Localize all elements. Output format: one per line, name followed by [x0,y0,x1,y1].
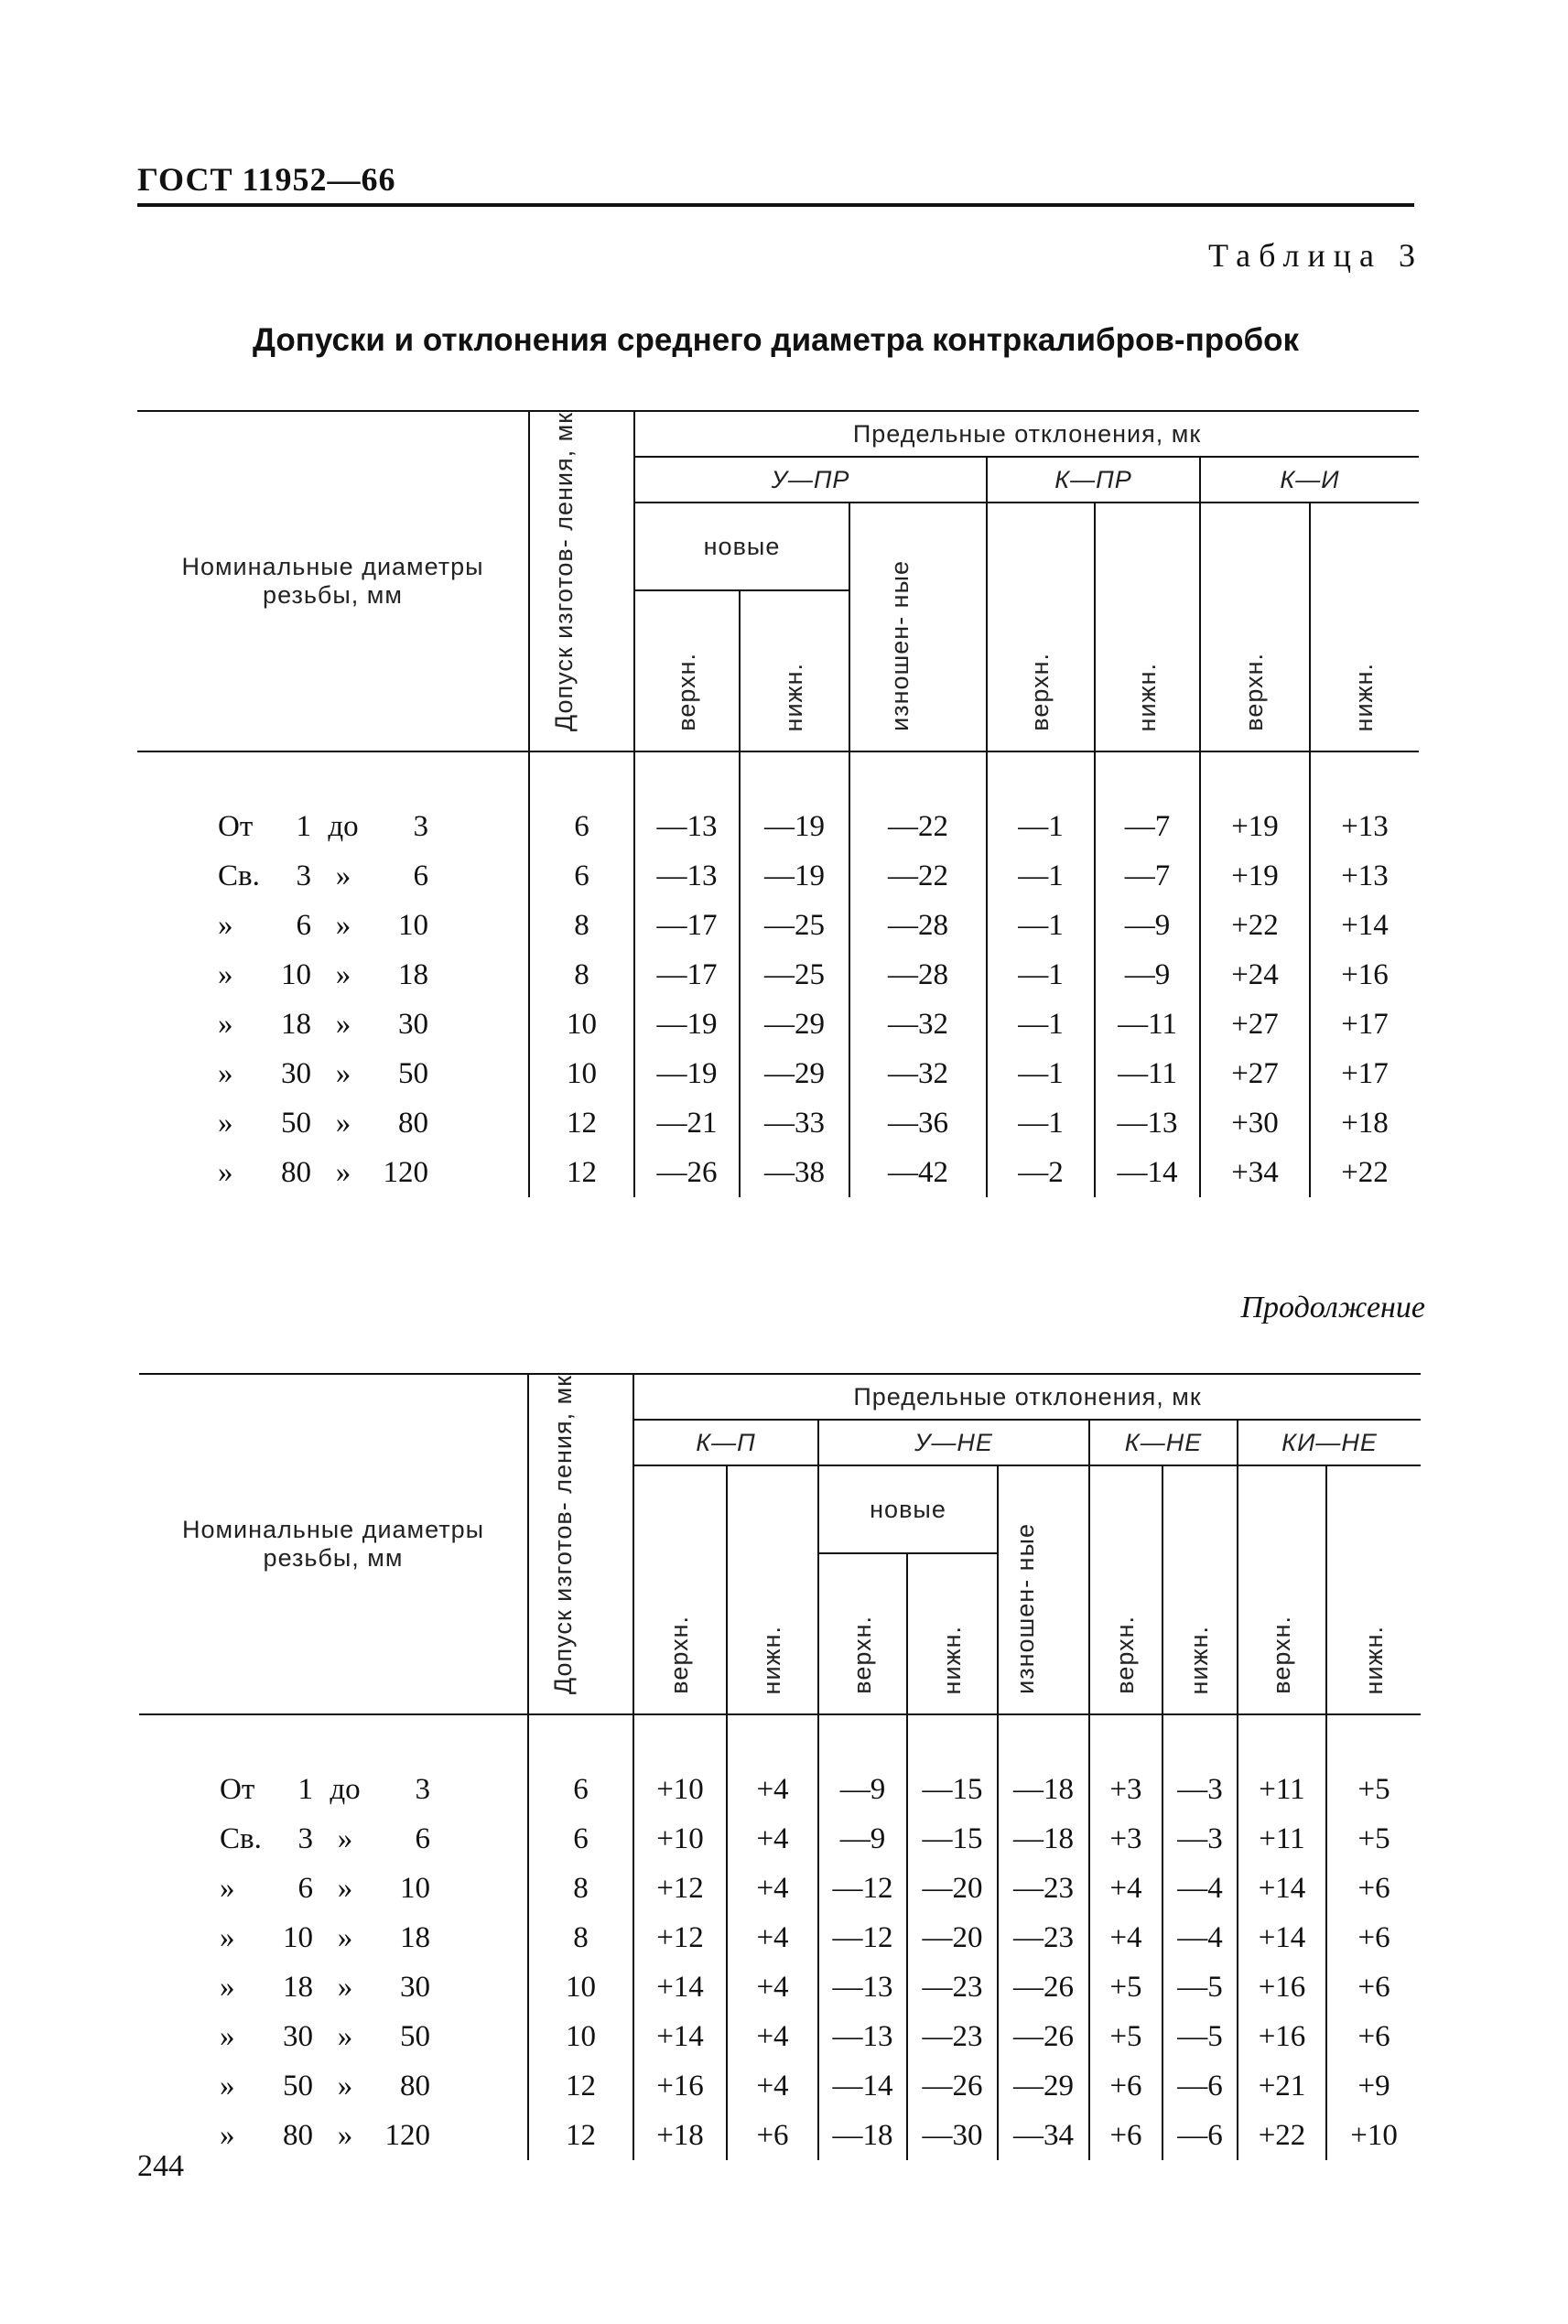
diameter-part: » [218,908,233,942]
table-row [139,1962,1421,2012]
diameter-part: 3 [413,809,428,843]
deviation-value: +24 [1200,950,1310,1000]
tolerance-value: 10 [529,1049,634,1098]
diameter-part: » [220,1970,235,2004]
tolerance-value: 12 [528,2111,633,2160]
deviation-value: —25 [740,950,849,1000]
deviation-value: +10 [633,1765,727,1814]
table-row [137,851,1419,901]
diameter-part: » [335,1007,351,1041]
deviation-value: +18 [633,2111,727,2160]
diameter-part: » [335,859,351,892]
diameter-part: 30 [398,1007,428,1041]
deviation-value: —36 [849,1098,987,1148]
deviation-value: +16 [633,2061,727,2111]
deviations-header: Предельные отклонения, мк [633,1374,1421,1420]
deviation-value: —19 [740,851,849,901]
deviation-value: —5 [1162,2012,1238,2061]
tolerance-value: 6 [529,851,634,901]
deviation-value: —26 [998,2012,1089,2061]
diameter-part: » [335,1106,351,1140]
deviation-value: +5 [1089,1962,1162,2012]
deviation-value: —12 [818,1864,907,1913]
deviation-value: —23 [998,1913,1089,1962]
table-row [137,1098,1419,1148]
deviation-value: —1 [987,851,1095,901]
group-header-k-ne: К—НЕ [1089,1420,1238,1465]
deviation-value: —18 [998,1765,1089,1814]
group-header-u-ne: У—НЕ [818,1420,1089,1465]
deviation-value: +6 [1089,2061,1162,2111]
diameter-part: 50 [281,1106,311,1140]
diameter-part: 30 [283,2019,313,2053]
tolerance-value: 8 [529,901,634,950]
deviation-value: +4 [727,1814,818,1864]
tolerance-table-1 [137,410,1419,1197]
deviation-value: +27 [1200,1049,1310,1098]
deviation-value: —23 [998,1864,1089,1913]
lower-header: нижн. [907,1553,998,1714]
diameter-range [139,1814,528,1864]
diameter-part: 6 [415,1821,430,1855]
deviation-value: +22 [1200,901,1310,950]
diameter-part: 1 [297,1772,313,1806]
deviation-value: —17 [634,950,740,1000]
table-row [137,1148,1419,1197]
diameter-part: » [337,1821,353,1855]
deviation-value: +11 [1238,1814,1326,1864]
deviation-value: +4 [727,2012,818,2061]
diameter-part: 18 [400,1920,430,1954]
diameter-part: » [337,1871,353,1905]
deviation-value: +14 [1238,1913,1326,1962]
deviation-value: —14 [1095,1148,1200,1197]
tolerance-value: 10 [528,1962,633,2012]
deviation-value: +11 [1238,1765,1326,1814]
lower-header: нижн. [1310,503,1419,751]
diameter-part: От [218,809,254,843]
diameter-part: 18 [281,1007,311,1041]
deviation-value: —2 [987,1148,1095,1197]
table-row [137,1049,1419,1098]
diameter-part: 10 [398,908,428,942]
diameter-range [137,1000,529,1049]
deviation-value: +12 [633,1913,727,1962]
upper-header: верхн. [633,1465,727,1714]
diameter-header: Номинальные диаметры резьбы, мм [139,1374,528,1714]
deviation-value: —22 [849,851,987,901]
tolerance-table-2 [139,1373,1421,2160]
diameter-part: » [220,2019,235,2053]
diameter-range [137,1098,529,1148]
deviation-value: —7 [1095,802,1200,851]
deviation-value: +19 [1200,802,1310,851]
table-row [139,1814,1421,1864]
table-label: Таблица 3 [1208,237,1423,274]
deviation-value: —15 [907,1814,998,1864]
deviation-value: —12 [818,1913,907,1962]
deviation-value: +30 [1200,1098,1310,1148]
deviation-value: +6 [1326,2012,1421,2061]
diameter-range [139,2012,528,2061]
deviation-value: +16 [1310,950,1419,1000]
deviation-value: +6 [1326,1864,1421,1913]
diameter-part: » [335,908,351,942]
deviation-value: +3 [1089,1814,1162,1864]
tolerance-header: Допуск изготов- ления, мк [529,411,634,751]
diameter-part: 50 [283,2069,313,2102]
diameter-part: » [218,957,233,991]
deviation-value: —18 [818,2111,907,2160]
diameter-part: 10 [400,1871,430,1905]
deviation-value: —29 [740,1000,849,1049]
table-row [139,1913,1421,1962]
lower-header: нижн. [1162,1465,1238,1714]
lower-header: нижн. [740,590,849,751]
deviation-value: —13 [634,851,740,901]
diameter-part: » [220,2069,235,2102]
header-rule [137,203,1414,207]
tolerance-value: 8 [529,950,634,1000]
diameter-range [137,950,529,1000]
deviation-value: —25 [740,901,849,950]
group-header-k-p: К—П [633,1420,818,1465]
diameter-part: » [337,1920,353,1954]
diameter-part: 10 [283,1920,313,1954]
table-row [139,1765,1421,1814]
diameter-part: 6 [413,859,428,892]
group-header-k-pr: К—ПР [987,457,1200,503]
diameter-part: Св. [220,1821,262,1855]
deviation-value: +14 [633,2012,727,2061]
diameter-part: Св. [218,859,260,892]
diameter-range [137,1049,529,1098]
deviation-value: —34 [998,2111,1089,2160]
diameter-part: 50 [398,1056,428,1090]
new-subheader: новые [818,1465,998,1553]
deviation-value: —26 [634,1148,740,1197]
deviation-value: +4 [727,2061,818,2111]
continuation-label: Продолжение [1240,1291,1425,1324]
deviation-value: +9 [1326,2061,1421,2111]
diameter-part: » [335,1056,351,1090]
tolerance-header: Допуск изготов- ления, мк [528,1374,633,1714]
deviation-value: —14 [818,2061,907,2111]
table-row [139,2111,1421,2160]
deviation-value: —1 [987,1000,1095,1049]
deviation-value: —23 [907,1962,998,2012]
deviation-value: —13 [1095,1098,1200,1148]
diameter-part: 3 [297,1821,313,1855]
page-number: 244 [137,2149,184,2183]
deviation-value: +4 [727,1913,818,1962]
upper-header: верхн. [634,590,740,751]
upper-header: верхн. [818,1553,907,1714]
deviation-value: —15 [907,1765,998,1814]
diameter-header: Номинальные диаметры резьбы, мм [137,411,529,751]
deviation-value: —42 [849,1148,987,1197]
deviation-value: +22 [1310,1148,1419,1197]
diameter-part: 50 [400,2019,430,2053]
diameter-range [139,1913,528,1962]
deviation-value: —28 [849,950,987,1000]
diameter-range [139,2111,528,2160]
deviation-value: —20 [907,1913,998,1962]
diameter-part: » [220,1920,235,1954]
table-row [139,1864,1421,1913]
upper-header: верхн. [1238,1465,1326,1714]
group-header-k-i: К—И [1200,457,1419,503]
deviation-value: +5 [1326,1814,1421,1864]
tolerance-value: 10 [529,1000,634,1049]
deviation-value: +6 [1326,1962,1421,2012]
deviation-value: —9 [1095,901,1200,950]
deviation-value: +19 [1200,851,1310,901]
deviation-value: —4 [1162,1913,1238,1962]
diameter-part: 18 [283,1970,313,2004]
deviation-value: +17 [1310,1000,1419,1049]
deviation-value: —32 [849,1000,987,1049]
diameter-part: » [218,1007,233,1041]
deviation-value: —28 [849,901,987,950]
group-header-u-pr: У—ПР [634,457,987,503]
diameter-part: 1 [296,809,311,843]
deviation-value: —1 [987,1049,1095,1098]
deviation-value: +14 [1238,1864,1326,1913]
deviation-value: —5 [1162,1962,1238,2012]
deviation-value: —1 [987,802,1095,851]
diameter-range [137,901,529,950]
deviation-value: —1 [987,1098,1095,1148]
deviation-value: —22 [849,802,987,851]
diameter-part: до [328,809,359,843]
diameter-part: 80 [400,2069,430,2102]
diameter-part: » [337,2019,353,2053]
diameter-part: 3 [415,1772,430,1806]
deviation-value: +16 [1238,2012,1326,2061]
upper-header: верхн. [987,503,1095,751]
deviation-value: —17 [634,901,740,950]
deviation-value: —26 [998,1962,1089,2012]
diameter-part: От [220,1772,255,1806]
table-row [137,901,1419,950]
deviation-value: +5 [1326,1765,1421,1814]
diameter-part: » [218,1106,233,1140]
deviation-value: —19 [634,1049,740,1098]
tolerance-value: 12 [528,2061,633,2111]
deviation-value: +13 [1310,851,1419,901]
diameter-part: до [330,1772,361,1806]
deviation-value: +3 [1089,1765,1162,1814]
diameter-part: » [337,1970,353,2004]
deviation-value: +10 [633,1814,727,1864]
table-title: Допуски и отклонения среднего диаметра контркалибров-пробок [252,322,1300,358]
deviation-value: —33 [740,1098,849,1148]
deviation-value: +4 [727,1962,818,2012]
diameter-range [139,1765,528,1814]
deviation-value: —26 [907,2061,998,2111]
deviation-value: —3 [1162,1814,1238,1864]
deviation-value: —21 [634,1098,740,1148]
deviation-value: +6 [1326,1913,1421,1962]
deviation-value: —13 [818,1962,907,2012]
deviation-value: —19 [634,1000,740,1049]
deviation-value: —6 [1162,2061,1238,2111]
diameter-part: 6 [296,908,311,942]
deviation-value: —29 [740,1049,849,1098]
deviation-value: +4 [1089,1913,1162,1962]
group-header-ki-ne: КИ—НЕ [1238,1420,1421,1465]
diameter-part: 80 [398,1106,428,1140]
deviation-value: +27 [1200,1000,1310,1049]
diameter-part: 3 [296,859,311,892]
tolerance-value: 10 [528,2012,633,2061]
standard-number: ГОСТ 11952—66 [137,161,396,198]
table-row [137,950,1419,1000]
deviation-value: —13 [634,802,740,851]
diameter-part: 18 [398,957,428,991]
deviation-value: —38 [740,1148,849,1197]
deviation-value: —32 [849,1049,987,1098]
tolerance-value: 12 [529,1098,634,1148]
tolerance-value: 6 [529,802,634,851]
table-row [139,2012,1421,2061]
diameter-part: 80 [281,1155,311,1189]
diameter-range [137,851,529,901]
deviation-value: —3 [1162,1765,1238,1814]
diameter-part: 80 [283,2118,313,2152]
deviation-value: —11 [1095,1000,1200,1049]
diameter-part: 120 [383,1155,428,1189]
diameter-part: » [218,1155,233,1189]
deviation-value: +10 [1326,2111,1421,2160]
table-row [137,1000,1419,1049]
tolerance-value: 12 [529,1148,634,1197]
diameter-part: » [220,2118,235,2152]
deviation-value: +14 [1310,901,1419,950]
diameter-part: » [337,2118,353,2152]
deviation-value: —29 [998,2061,1089,2111]
deviation-value: +34 [1200,1148,1310,1197]
deviation-value: —6 [1162,2111,1238,2160]
tolerance-value: 8 [528,1864,633,1913]
diameter-range [137,802,529,851]
deviation-value: —7 [1095,851,1200,901]
deviation-value: +4 [727,1765,818,1814]
deviation-value: —1 [987,950,1095,1000]
tolerance-value: 8 [528,1913,633,1962]
table-row [139,2061,1421,2111]
tolerance-value: 6 [528,1814,633,1864]
deviation-value: +6 [1089,2111,1162,2160]
diameter-range [139,1864,528,1913]
deviation-value: +22 [1238,2111,1326,2160]
deviation-value: —11 [1095,1049,1200,1098]
deviation-value: —9 [818,1765,907,1814]
lower-header: нижн. [1095,503,1200,751]
deviation-value: —30 [907,2111,998,2160]
diameter-part: » [335,1155,351,1189]
table-row [137,802,1419,851]
deviation-value: +18 [1310,1098,1419,1148]
deviation-value: +17 [1310,1049,1419,1098]
deviation-value: —4 [1162,1864,1238,1913]
diameter-part: 10 [281,957,311,991]
deviation-value: —9 [818,1814,907,1864]
deviation-value: +4 [1089,1864,1162,1913]
deviation-value: +21 [1238,2061,1326,2111]
deviation-value: +5 [1089,2012,1162,2061]
deviation-value: +16 [1238,1962,1326,2012]
deviation-value: +12 [633,1864,727,1913]
deviation-value: —9 [1095,950,1200,1000]
worn-header: изношен- ные [849,503,987,751]
diameter-range [139,2061,528,2111]
tolerance-value: 6 [528,1765,633,1814]
diameter-part: » [218,1056,233,1090]
diameter-part: » [220,1871,235,1905]
diameter-part: » [335,957,351,991]
diameter-range [139,1962,528,2012]
deviations-header: Предельные отклонения, мк [634,411,1419,457]
diameter-part: 30 [281,1056,311,1090]
deviation-value: +13 [1310,802,1419,851]
deviation-value: —20 [907,1864,998,1913]
deviation-value: —13 [818,2012,907,2061]
diameter-part: » [337,2069,353,2102]
deviation-value: —18 [998,1814,1089,1864]
worn-header: изношен- ные [998,1465,1089,1714]
deviation-value: —19 [740,802,849,851]
diameter-part: 30 [400,1970,430,2004]
diameter-part: 120 [384,2118,430,2152]
deviation-value: —23 [907,2012,998,2061]
diameter-range [137,1148,529,1197]
new-subheader: новые [634,503,849,590]
lower-header: нижн. [1326,1465,1421,1714]
deviation-value: +6 [727,2111,818,2160]
deviation-value: +4 [727,1864,818,1913]
deviation-value: +14 [633,1962,727,2012]
diameter-part: 6 [297,1871,313,1905]
upper-header: верхн. [1200,503,1310,751]
deviation-value: —1 [987,901,1095,950]
upper-header: верхн. [1089,1465,1162,1714]
lower-header: нижн. [727,1465,818,1714]
